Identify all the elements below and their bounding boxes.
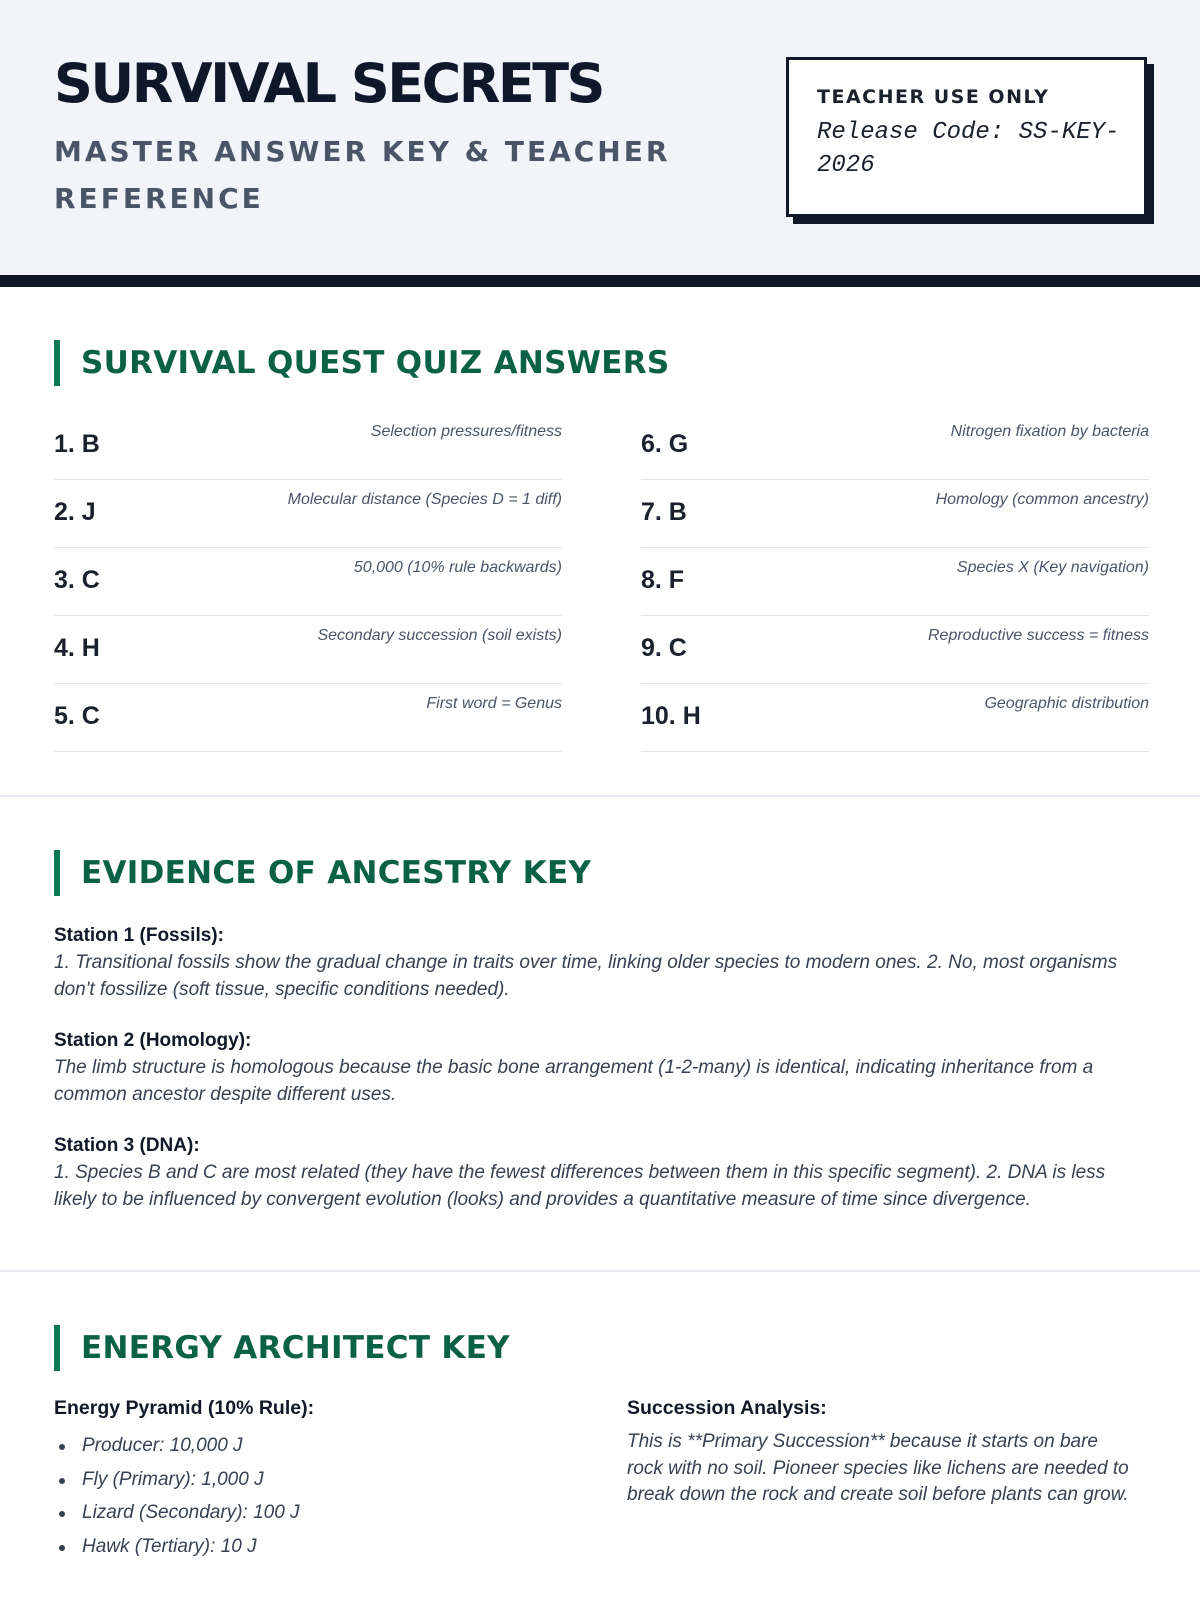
quiz-right-column <box>641 412 1149 752</box>
station-text: 1. Transitional fossils show the gradual change in traits over time, linking older species to modern ones. 2. No, most organisms don't fossilize (soft tissue, specific conditions needed). <box>54 952 1118 1000</box>
quiz-note: Species X (Key navigation) <box>956 559 1149 576</box>
quiz-note: Geographic distribution <box>984 695 1149 712</box>
quiz-answer: 1. B <box>54 430 100 458</box>
quiz-row <box>641 480 1149 548</box>
page-subtitle: MASTER ANSWER KEY & TEACHER REFERENCE <box>54 135 671 215</box>
quiz-note: Selection pressures/fitness <box>370 423 562 440</box>
quiz-row <box>54 548 562 616</box>
quiz-row <box>641 548 1149 616</box>
quiz-row <box>54 616 562 684</box>
quiz-answer: 9. C <box>641 634 687 662</box>
teacher-use-label: TEACHER USE ONLY <box>817 86 1050 108</box>
quiz-note: Homology (common ancestry) <box>935 491 1149 508</box>
energy-section-title: ENERGY ARCHITECT KEY <box>54 1325 1148 1371</box>
energy-pyramid-list <box>54 1429 574 1563</box>
quiz-row <box>641 616 1149 684</box>
energy-pyramid-heading: Energy Pyramid (10% Rule): <box>54 1397 315 1419</box>
station-text: 1. Species B and C are most related (they have the fewest differences between them in this specific segment). 2. DNA is less likely to be influenced by convergent evolution (looks) and provides a quantitative measure of time since divergence. <box>54 1162 1106 1210</box>
succession-heading: Succession Analysis: <box>627 1397 827 1419</box>
station-text: The limb structure is homologous because the basic bone arrangement (1-2-many) is identical, indicating inheritance from a common ancestor despite different uses. <box>54 1057 1094 1105</box>
quiz-row <box>54 480 562 548</box>
energy-key-section <box>54 1325 1148 1585</box>
list-item: Fly (Primary): 1,000 J <box>54 1463 574 1497</box>
quiz-section-title: SURVIVAL QUEST QUIZ ANSWERS <box>54 340 1148 386</box>
quiz-note: Nitrogen fixation by bacteria <box>950 423 1149 440</box>
quiz-left-column <box>54 412 562 752</box>
quiz-answer: 7. B <box>641 498 687 526</box>
section-divider <box>0 795 1200 797</box>
ancestry-key-section <box>54 850 1148 1213</box>
energy-pyramid-block <box>54 1395 574 1563</box>
station-title: Station 2 (Homology): <box>54 1030 252 1051</box>
quiz-answer: 10. H <box>641 702 701 730</box>
quiz-row <box>54 412 562 480</box>
quiz-answer: 3. C <box>54 566 100 594</box>
succession-analysis-block <box>627 1395 1137 1509</box>
section-divider <box>0 1270 1200 1272</box>
station-title: Station 1 (Fossils): <box>54 925 224 946</box>
list-item: Producer: 10,000 J <box>54 1429 574 1463</box>
quiz-note: Reproductive success = fitness <box>928 627 1149 644</box>
page-title: SURVIVAL SECRETS <box>54 52 603 115</box>
quiz-note: First word = Genus <box>426 695 562 712</box>
ancestry-section-title: EVIDENCE OF ANCESTRY KEY <box>54 850 1148 896</box>
page-header <box>0 0 1200 287</box>
quiz-row <box>641 412 1149 480</box>
station-dna <box>54 1132 1148 1213</box>
quiz-answer: 8. F <box>641 566 685 594</box>
quiz-answer: 6. G <box>641 430 689 458</box>
list-item: Lizard (Secondary): 100 J <box>54 1496 574 1530</box>
teacher-use-box <box>786 57 1147 217</box>
quiz-row <box>54 684 562 752</box>
station-title: Station 3 (DNA): <box>54 1135 200 1156</box>
quiz-answer: 2. J <box>54 498 96 526</box>
quiz-note: Secondary succession (soil exists) <box>317 627 562 644</box>
station-homology <box>54 1027 1148 1108</box>
quiz-row <box>641 684 1149 752</box>
quiz-answer: 5. C <box>54 702 100 730</box>
quiz-note: 50,000 (10% rule backwards) <box>353 559 562 576</box>
succession-text: This is **Primary Succession** because it starts on bare rock with no soil. Pioneer species like lichens are needed to break down the rock and create soil before plants can grow. <box>627 1431 1129 1505</box>
release-code: Release Code: SS-KEY-2026 <box>817 119 1120 179</box>
station-fossils <box>54 922 1148 1003</box>
quiz-note: Molecular distance (Species D = 1 diff) <box>287 491 562 508</box>
quiz-answers-section <box>54 340 1148 760</box>
quiz-answer: 4. H <box>54 634 100 662</box>
list-item: Hawk (Tertiary): 10 J <box>54 1530 574 1564</box>
